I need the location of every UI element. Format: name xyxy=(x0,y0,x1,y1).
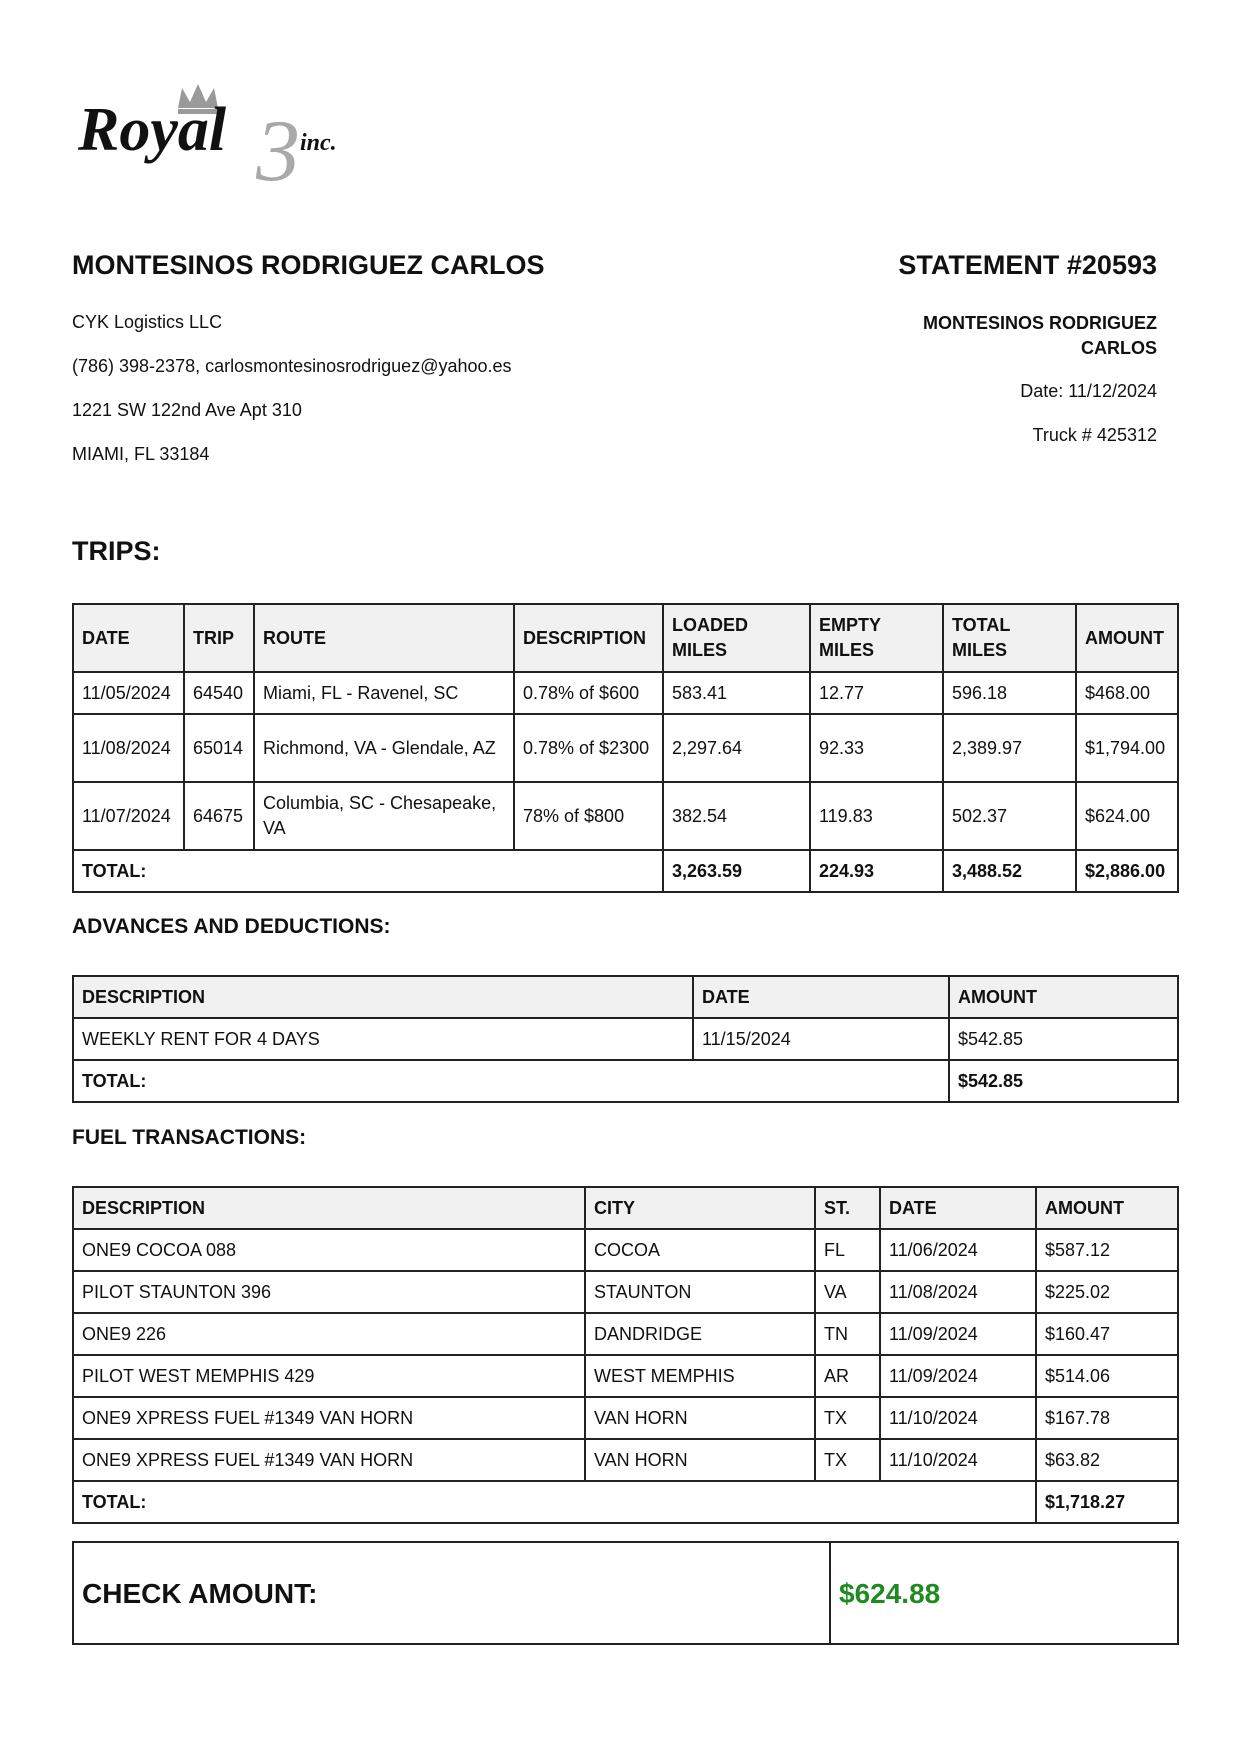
fuel-description: ONE9 COCOA 088 xyxy=(73,1229,585,1271)
trips-total-empty-miles: 224.93 xyxy=(810,850,943,892)
fuel-amount: $63.82 xyxy=(1036,1439,1178,1481)
col-description: DESCRIPTION xyxy=(514,604,663,672)
fuel-state: AR xyxy=(815,1355,880,1397)
table-row xyxy=(73,672,1178,714)
fuel-description: ONE9 XPRESS FUEL #1349 VAN HORN xyxy=(73,1397,585,1439)
fuel-date: 11/10/2024 xyxy=(880,1439,1036,1481)
trip-loaded-miles: 583.41 xyxy=(663,672,810,714)
address-line-1: 1221 SW 122nd Ave Apt 310 xyxy=(72,400,302,420)
trip-description: 78% of $800 xyxy=(514,782,663,850)
fuel-state: VA xyxy=(815,1271,880,1313)
fuel-city: COCOA xyxy=(585,1229,815,1271)
trip-loaded-miles: 382.54 xyxy=(663,782,810,850)
fuel-amount: $514.06 xyxy=(1036,1355,1178,1397)
advance-date: 11/15/2024 xyxy=(693,1018,949,1060)
col-city: CITY xyxy=(585,1187,815,1229)
fuel-city: VAN HORN xyxy=(585,1397,815,1439)
fuel-city: DANDRIDGE xyxy=(585,1313,815,1355)
table-row xyxy=(73,1018,1178,1060)
trip-number: 64540 xyxy=(184,672,254,714)
trips-title: TRIPS: xyxy=(72,536,161,566)
fuel-date: 11/10/2024 xyxy=(880,1397,1036,1439)
trips-header-row xyxy=(73,604,1178,672)
trip-number: 65014 xyxy=(184,714,254,782)
company-name: CYK Logistics LLC xyxy=(72,312,223,332)
trip-amount: $468.00 xyxy=(1076,672,1178,714)
advances-header-row xyxy=(73,976,1178,1018)
col-amount: AMOUNT xyxy=(1036,1187,1178,1229)
trip-date: 11/08/2024 xyxy=(73,714,184,782)
col-amount: AMOUNT xyxy=(1076,604,1178,672)
fuel-date: 11/08/2024 xyxy=(880,1271,1036,1313)
col-loaded-miles: LOADED MILES xyxy=(663,604,810,672)
trip-route: Columbia, SC - Chesapeake, VA xyxy=(254,782,514,850)
trips-total-amount: $2,886.00 xyxy=(1076,850,1178,892)
logo-suffix: inc. xyxy=(300,130,337,156)
advances-total-row xyxy=(73,1060,1178,1102)
trip-route: Miami, FL - Ravenel, SC xyxy=(254,672,514,714)
trip-empty-miles: 119.83 xyxy=(810,782,943,850)
fuel-description: ONE9 XPRESS FUEL #1349 VAN HORN xyxy=(73,1439,585,1481)
fuel-state: TX xyxy=(815,1439,880,1481)
trip-amount: $624.00 xyxy=(1076,782,1178,850)
trip-total-miles: 596.18 xyxy=(943,672,1076,714)
trip-description: 0.78% of $2300 xyxy=(514,714,663,782)
fuel-amount: $587.12 xyxy=(1036,1229,1178,1271)
table-row xyxy=(73,714,1178,782)
address-line-2: MIAMI, FL 33184 xyxy=(72,444,210,464)
check-amount-table xyxy=(72,1541,1179,1645)
fuel-state: FL xyxy=(815,1229,880,1271)
statement-info xyxy=(857,311,1157,468)
fuel-date: 11/09/2024 xyxy=(880,1313,1036,1355)
col-trip: TRIP xyxy=(184,604,254,672)
check-amount-label: CHECK AMOUNT: xyxy=(73,1542,830,1644)
advance-description: WEEKLY RENT FOR 4 DAYS xyxy=(73,1018,693,1060)
logo-digit: 3 xyxy=(256,103,300,190)
fuel-city: WEST MEMPHIS xyxy=(585,1355,815,1397)
table-row xyxy=(73,1229,1178,1271)
fuel-city: VAN HORN xyxy=(585,1439,815,1481)
fuel-amount: $160.47 xyxy=(1036,1313,1178,1355)
contact-info: (786) 398-2378, carlosmontesinosrodriguez@yahoo.es xyxy=(72,356,512,376)
fuel-header-row xyxy=(73,1187,1178,1229)
trip-empty-miles: 92.33 xyxy=(810,714,943,782)
trip-number: 64675 xyxy=(184,782,254,850)
statement-driver-name-line2: CARLOS xyxy=(1081,338,1157,358)
advances-total-label: TOTAL: xyxy=(73,1060,949,1102)
trip-date: 11/07/2024 xyxy=(73,782,184,850)
table-row xyxy=(73,1313,1178,1355)
col-description: DESCRIPTION xyxy=(73,1187,585,1229)
fuel-description: PILOT WEST MEMPHIS 429 xyxy=(73,1355,585,1397)
trip-total-miles: 502.37 xyxy=(943,782,1076,850)
fuel-state: TX xyxy=(815,1397,880,1439)
trips-total-miles: 3,488.52 xyxy=(943,850,1076,892)
driver-info xyxy=(72,311,512,487)
trip-loaded-miles: 2,297.64 xyxy=(663,714,810,782)
table-row xyxy=(73,782,1178,850)
fuel-description: ONE9 226 xyxy=(73,1313,585,1355)
trips-table xyxy=(72,603,1179,893)
advances-title: ADVANCES AND DEDUCTIONS: xyxy=(72,915,391,938)
fuel-date: 11/09/2024 xyxy=(880,1355,1036,1397)
check-amount-value: $624.88 xyxy=(830,1542,1178,1644)
truck-number: Truck # 425312 xyxy=(1032,425,1157,445)
fuel-total-amount: $1,718.27 xyxy=(1036,1481,1178,1523)
col-total-miles: TOTAL MILES xyxy=(943,604,1076,672)
fuel-state: TN xyxy=(815,1313,880,1355)
fuel-description: PILOT STAUNTON 396 xyxy=(73,1271,585,1313)
col-date: DATE xyxy=(693,976,949,1018)
trip-date: 11/05/2024 xyxy=(73,672,184,714)
col-date: DATE xyxy=(880,1187,1036,1229)
statement-number: STATEMENT #20593 xyxy=(898,250,1157,280)
check-amount-row xyxy=(73,1542,1178,1644)
trip-total-miles: 2,389.97 xyxy=(943,714,1076,782)
col-route: ROUTE xyxy=(254,604,514,672)
col-empty-miles: EMPTY MILES xyxy=(810,604,943,672)
company-logo xyxy=(78,80,378,190)
driver-name: MONTESINOS RODRIGUEZ CARLOS xyxy=(72,250,545,280)
trips-total-row xyxy=(73,850,1178,892)
fuel-date: 11/06/2024 xyxy=(880,1229,1036,1271)
col-date: DATE xyxy=(73,604,184,672)
table-row xyxy=(73,1397,1178,1439)
fuel-city: STAUNTON xyxy=(585,1271,815,1313)
fuel-title: FUEL TRANSACTIONS: xyxy=(72,1126,307,1149)
col-state: ST. xyxy=(815,1187,880,1229)
table-row xyxy=(73,1439,1178,1481)
trip-empty-miles: 12.77 xyxy=(810,672,943,714)
logo-wordmark: Royal xyxy=(78,96,227,164)
fuel-total-row xyxy=(73,1481,1178,1523)
table-row xyxy=(73,1271,1178,1313)
trips-total-label: TOTAL: xyxy=(73,850,663,892)
statement-date: Date: 11/12/2024 xyxy=(1020,381,1157,401)
fuel-total-label: TOTAL: xyxy=(73,1481,1036,1523)
statement-driver-name xyxy=(857,311,1157,361)
advances-total-amount: $542.85 xyxy=(949,1060,1178,1102)
advance-amount: $542.85 xyxy=(949,1018,1178,1060)
trip-amount: $1,794.00 xyxy=(1076,714,1178,782)
advances-table xyxy=(72,975,1179,1103)
trips-total-loaded-miles: 3,263.59 xyxy=(663,850,810,892)
fuel-table xyxy=(72,1186,1179,1524)
trip-description: 0.78% of $600 xyxy=(514,672,663,714)
col-description: DESCRIPTION xyxy=(73,976,693,1018)
fuel-amount: $225.02 xyxy=(1036,1271,1178,1313)
statement-driver-name-line1: MONTESINOS RODRIGUEZ xyxy=(922,313,1157,333)
col-amount: AMOUNT xyxy=(949,976,1178,1018)
table-row xyxy=(73,1355,1178,1397)
trip-route: Richmond, VA - Glendale, AZ xyxy=(254,714,514,782)
fuel-amount: $167.78 xyxy=(1036,1397,1178,1439)
